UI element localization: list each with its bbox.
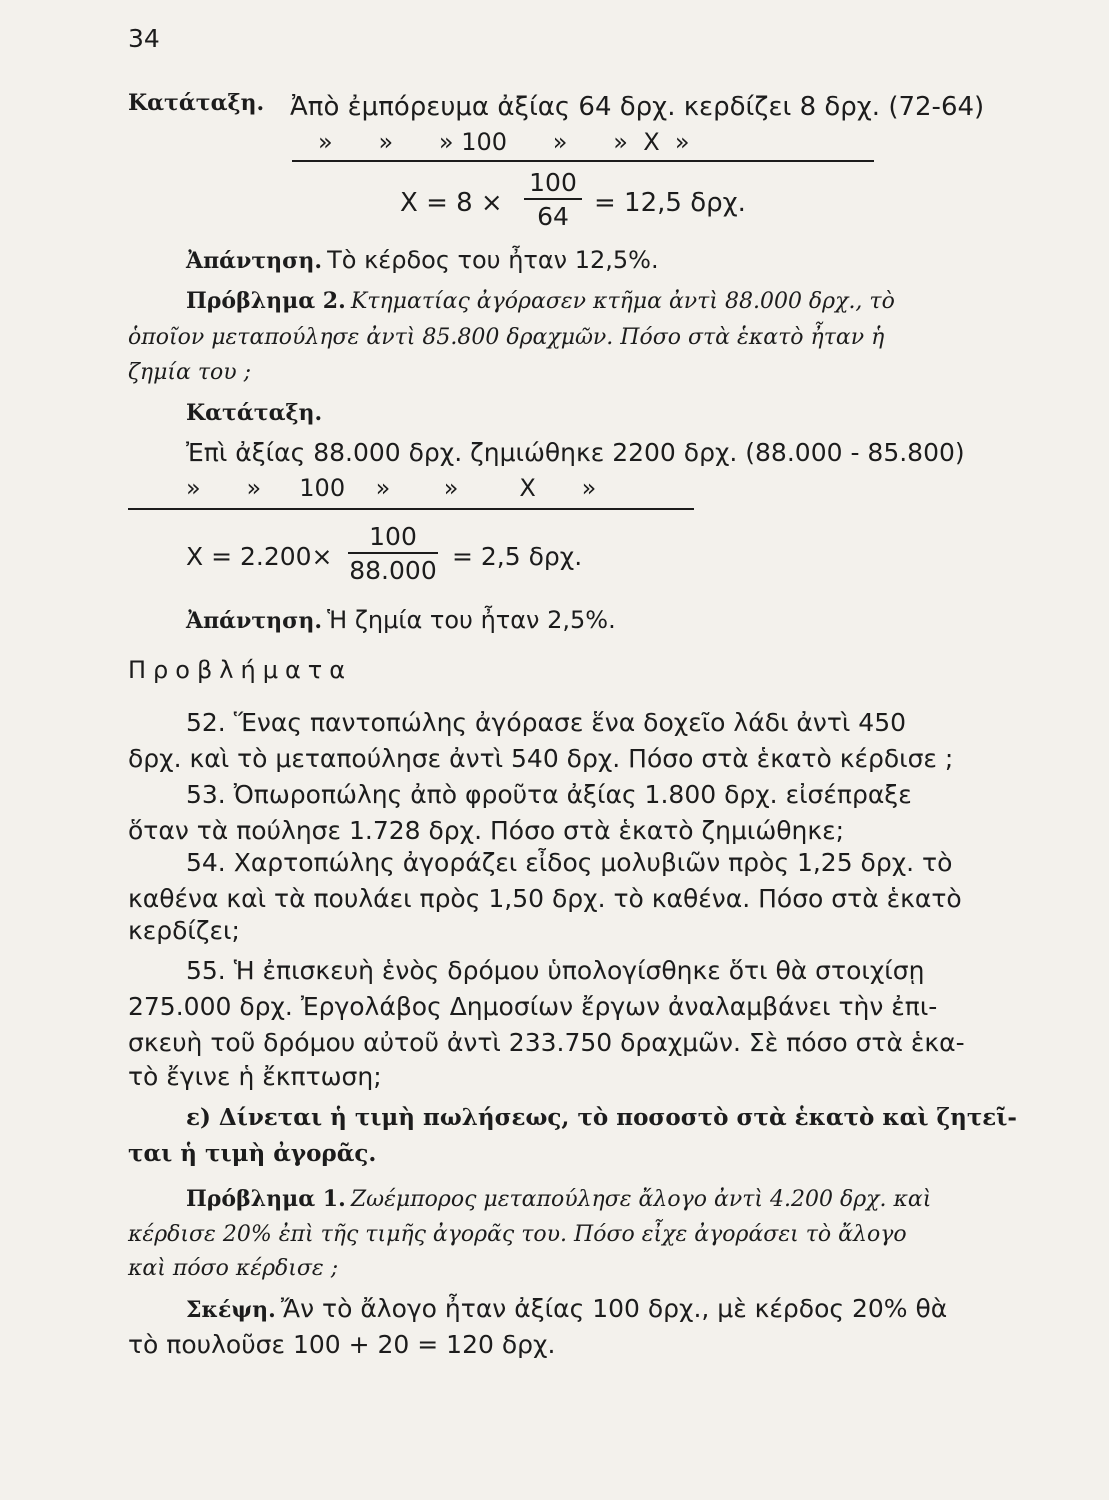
problem-55-line-1: 55. Ἡ ἐπισκευὴ ἑνὸς δρόμου ὑπολογίσθηκε ὅτι θὰ στοιχίσῃ	[186, 956, 925, 985]
problem-2-fraction-denominator: 88.000	[349, 556, 437, 585]
classification-line-2: » » » 100 » » X »	[318, 128, 690, 156]
problem-1-text-3: καὶ πόσο κέρδισε ;	[128, 1256, 339, 1281]
equation-right: = 12,5 δρχ.	[594, 188, 746, 218]
problem-53-line-2: ὅταν τὰ πούλησε 1.728 δρχ. Πόσο στὰ ἑκατὸ ζημιώθηκε;	[128, 816, 845, 845]
problem-2-equation-right: = 2,5 δρχ.	[452, 542, 583, 571]
problems-heading: Προβλήματα	[128, 656, 353, 684]
problem-2-text-3: ζημία του ;	[128, 360, 252, 385]
thought-text-1: Ἄν τὸ ἄλογο ἦταν ἀξίας 100 δρχ., μὲ κέρδος 20% θὰ	[280, 1294, 948, 1323]
problem-2-division-rule	[128, 508, 694, 510]
answer-2-text: Ἡ ζημία του ἦταν 2,5%.	[327, 606, 616, 634]
problem-55-line-2: 275.000 δρχ. Ἐργολάβος Δημοσίων ἔργων ἀναλαμβάνει τὴν ἐπι-	[128, 992, 938, 1021]
fraction-denominator: 64	[537, 202, 569, 231]
answer-2	[186, 606, 616, 634]
problem-54-line-3: κερδίζει;	[128, 916, 240, 945]
problem-2-label: Πρόβλημα 2.	[186, 288, 346, 314]
thought-label: Σκέψη.	[186, 1297, 276, 1323]
problem-2-classification-label: Κατάταξη.	[186, 400, 323, 426]
problem-2-text-2: ὁποῖον μεταπούλησε ἀντὶ 85.800 δραχμῶν. Πόσο στὰ ἑκατὸ ἦταν ἡ	[128, 325, 885, 350]
answer-1	[186, 246, 659, 274]
problem-2-text-1: Κτηματίας ἀγόρασεν κτῆμα ἀντὶ 88.000 δρχ., τὸ	[350, 289, 895, 314]
problem-2-classification-line-1: Ἐπὶ ἀξίας 88.000 δρχ. ζημιώθηκε 2200 δρχ. (88.000 - 85.800)	[186, 438, 965, 467]
fraction-numerator: 100	[529, 168, 577, 197]
fraction-bar	[524, 198, 582, 200]
section-e-line-1: ε) Δίνεται ἡ τιμὴ πωλήσεως, τὸ ποσοστὸ στὰ ἑκατὸ καὶ ζητεῖ-	[186, 1104, 1017, 1131]
problem-54-line-1: 54. Χαρτοπώλης ἀγοράζει εἶδος μολυβιῶν πρὸς 1,25 δρχ. τὸ	[186, 848, 953, 877]
problem-2-fraction-bar	[348, 552, 438, 554]
division-rule	[292, 160, 874, 162]
classification-label: Κατάταξη.	[128, 90, 265, 116]
classification-line-1: Ἀπὸ ἐμπόρευμα ἀξίας 64 δρχ. κερδίζει 8 δρχ. (72-64)	[290, 92, 985, 122]
classification-block-1	[128, 90, 264, 116]
answer-2-label: Ἀπάντηση.	[186, 608, 323, 634]
problem-1-text-2: κέρδισε 20% ἐπὶ τῆς τιμῆς ἀγορᾶς του. Πόσο εἶχε ἀγοράσει τὸ ἄλογο	[128, 1222, 907, 1247]
answer-text: Τὸ κέρδος του ἦταν 12,5%.	[327, 246, 659, 274]
problem-1-label: Πρόβλημα 1.	[186, 1186, 346, 1212]
problem-2-equation-left: X = 2.200×	[186, 542, 333, 571]
problem-2-line-1	[186, 288, 895, 314]
problem-1-text-1: Ζωέμπορος μεταπούλησε ἄλογο ἀντὶ 4.200 δρχ. καὶ	[350, 1187, 932, 1212]
problem-52-line-1: 52. Ἕνας παντοπώλης ἀγόρασε ἕνα δοχεῖο λάδι ἀντὶ 450	[186, 708, 907, 737]
thought-text-2: τὸ πουλοῦσε 100 + 20 = 120 δρχ.	[128, 1330, 556, 1359]
problem-53-line-1: 53. Ὀπωροπώλης ἀπὸ φροῦτα ἀξίας 1.800 δρχ. εἰσέπραξε	[186, 780, 912, 809]
problem-54-line-2: καθένα καὶ τὰ πουλάει πρὸς 1,50 δρχ. τὸ καθένα. Πόσο στὰ ἑκατὸ	[128, 884, 962, 913]
problem-52-line-2: δρχ. καὶ τὸ μεταπούλησε ἀντὶ 540 δρχ. Πόσο στὰ ἑκατὸ κέρδισε ;	[128, 744, 954, 773]
problem-55-line-4: τὸ ἔγινε ἡ ἔκπτωση;	[128, 1062, 382, 1091]
equation-fraction	[524, 168, 582, 231]
page-number: 34	[128, 24, 160, 53]
problem-2-fraction-numerator: 100	[369, 522, 417, 551]
problem-2-classification-line-2: » » 100 » » X »	[186, 474, 597, 502]
equation-left: X = 8 ×	[400, 188, 503, 218]
problem-2-equation-fraction	[348, 522, 438, 585]
thought-line-1	[186, 1294, 947, 1323]
answer-label: Ἀπάντηση.	[186, 248, 323, 274]
problem-55-line-3: σκευὴ τοῦ δρόμου αὐτοῦ ἀντὶ 233.750 δραχμῶν. Σὲ πόσο στὰ ἑκα-	[128, 1028, 965, 1057]
problem-1-line-1	[186, 1186, 931, 1212]
section-e-line-2: ται ἡ τιμὴ ἀγορᾶς.	[128, 1140, 377, 1167]
